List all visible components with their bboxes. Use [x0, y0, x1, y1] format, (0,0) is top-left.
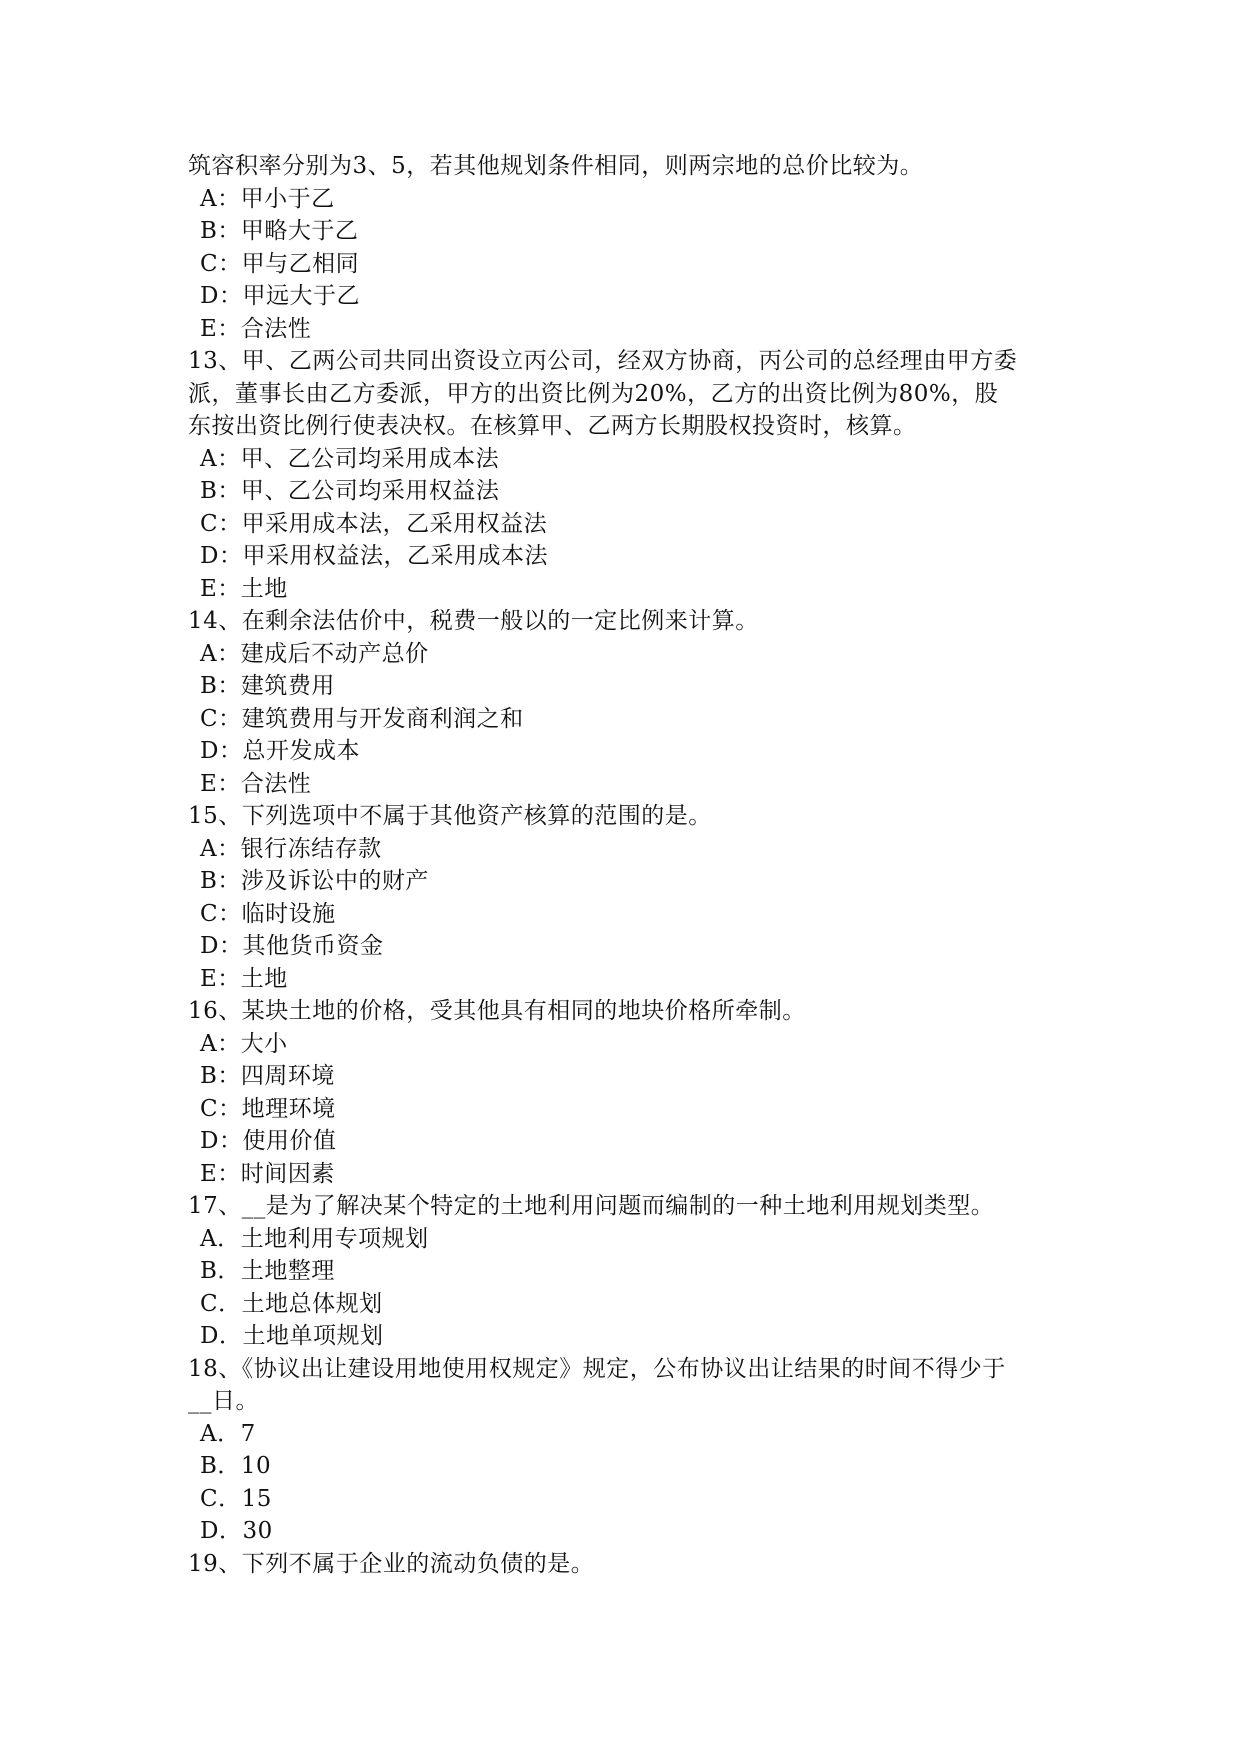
question-text: 16、某块土地的价格，受其他具有相同的地块价格所牵制。 — [188, 998, 806, 1024]
option-text: C：地理环境 — [200, 1095, 336, 1122]
option-text: C：甲采用成本法，乙采用权益法 — [200, 510, 548, 537]
option-text: A．7 — [200, 1420, 256, 1447]
option-text: C．15 — [200, 1485, 272, 1512]
question-text: __日。 — [188, 1388, 259, 1414]
option-text: B：四周环境 — [200, 1063, 335, 1089]
option-text: D．土地单项规划 — [200, 1323, 384, 1349]
option-text: D：其他货币资金 — [200, 933, 384, 959]
option-text: E：合法性 — [200, 770, 312, 797]
option-text: D：甲远大于乙 — [200, 283, 360, 309]
option-text: D．30 — [200, 1518, 273, 1544]
question-text: 东按出资比例行使表决权。在核算甲、乙两方长期股权投资时，核算。 — [188, 413, 917, 439]
option-text: C：建筑费用与开发商利润之和 — [200, 705, 524, 732]
question-text: 19、下列不属于企业的流动负债的是。 — [188, 1550, 595, 1577]
option-text: D：甲采用权益法，乙采用成本法 — [200, 543, 548, 569]
option-text: C．土地总体规划 — [200, 1290, 383, 1317]
option-text: A：建成后不动产总价 — [200, 640, 429, 667]
option-text: A：银行冻结存款 — [200, 835, 382, 862]
option-text: E：合法性 — [200, 315, 312, 342]
option-text: B：建筑费用 — [200, 673, 335, 699]
option-text: A．土地利用专项规划 — [200, 1225, 429, 1252]
option-text: E：土地 — [200, 965, 288, 992]
option-text: C：甲与乙相同 — [200, 250, 360, 277]
document-body — [188, 150, 1068, 1580]
option-text: B．土地整理 — [200, 1258, 335, 1284]
option-text: A：大小 — [200, 1030, 288, 1057]
option-text: A：甲小于乙 — [200, 185, 335, 212]
option-text: A：甲、乙公司均采用成本法 — [200, 445, 500, 472]
question-text: 17、__是为了解决某个特定的土地利用问题而编制的一种土地利用规划类型。 — [188, 1193, 995, 1219]
question-text: 14、在剩余法估价中，税费一般以的一定比例来计算。 — [188, 608, 759, 634]
question-text: 筑容积率分别为3、5，若其他规划条件相同，则两宗地的总价比较为。 — [188, 153, 924, 179]
question-text: 13、甲、乙两公司共同出资设立丙公司，经双方协商，丙公司的总经理由甲方委 — [188, 348, 1018, 374]
option-text: B：甲略大于乙 — [200, 218, 359, 244]
option-text: C：临时设施 — [200, 900, 336, 927]
option-text: E：时间因素 — [200, 1160, 335, 1187]
question-text: 15、下列选项中不属于其他资产核算的范围的是。 — [188, 803, 712, 829]
question-text: 派，董事长由乙方委派，甲方的出资比例为20%，乙方的出资比例为80%，股 — [188, 380, 999, 407]
option-text: D：使用价值 — [200, 1128, 337, 1154]
option-text: B：涉及诉讼中的财产 — [200, 868, 429, 894]
option-text: B．10 — [200, 1453, 272, 1479]
option-text: B：甲、乙公司均采用权益法 — [200, 478, 500, 504]
option-text: D：总开发成本 — [200, 738, 360, 764]
option-text: E：土地 — [200, 575, 288, 602]
question-text: 18、《协议出让建设用地使用权规定》规定，公布协议出让结果的时间不得少于 — [188, 1355, 1006, 1382]
